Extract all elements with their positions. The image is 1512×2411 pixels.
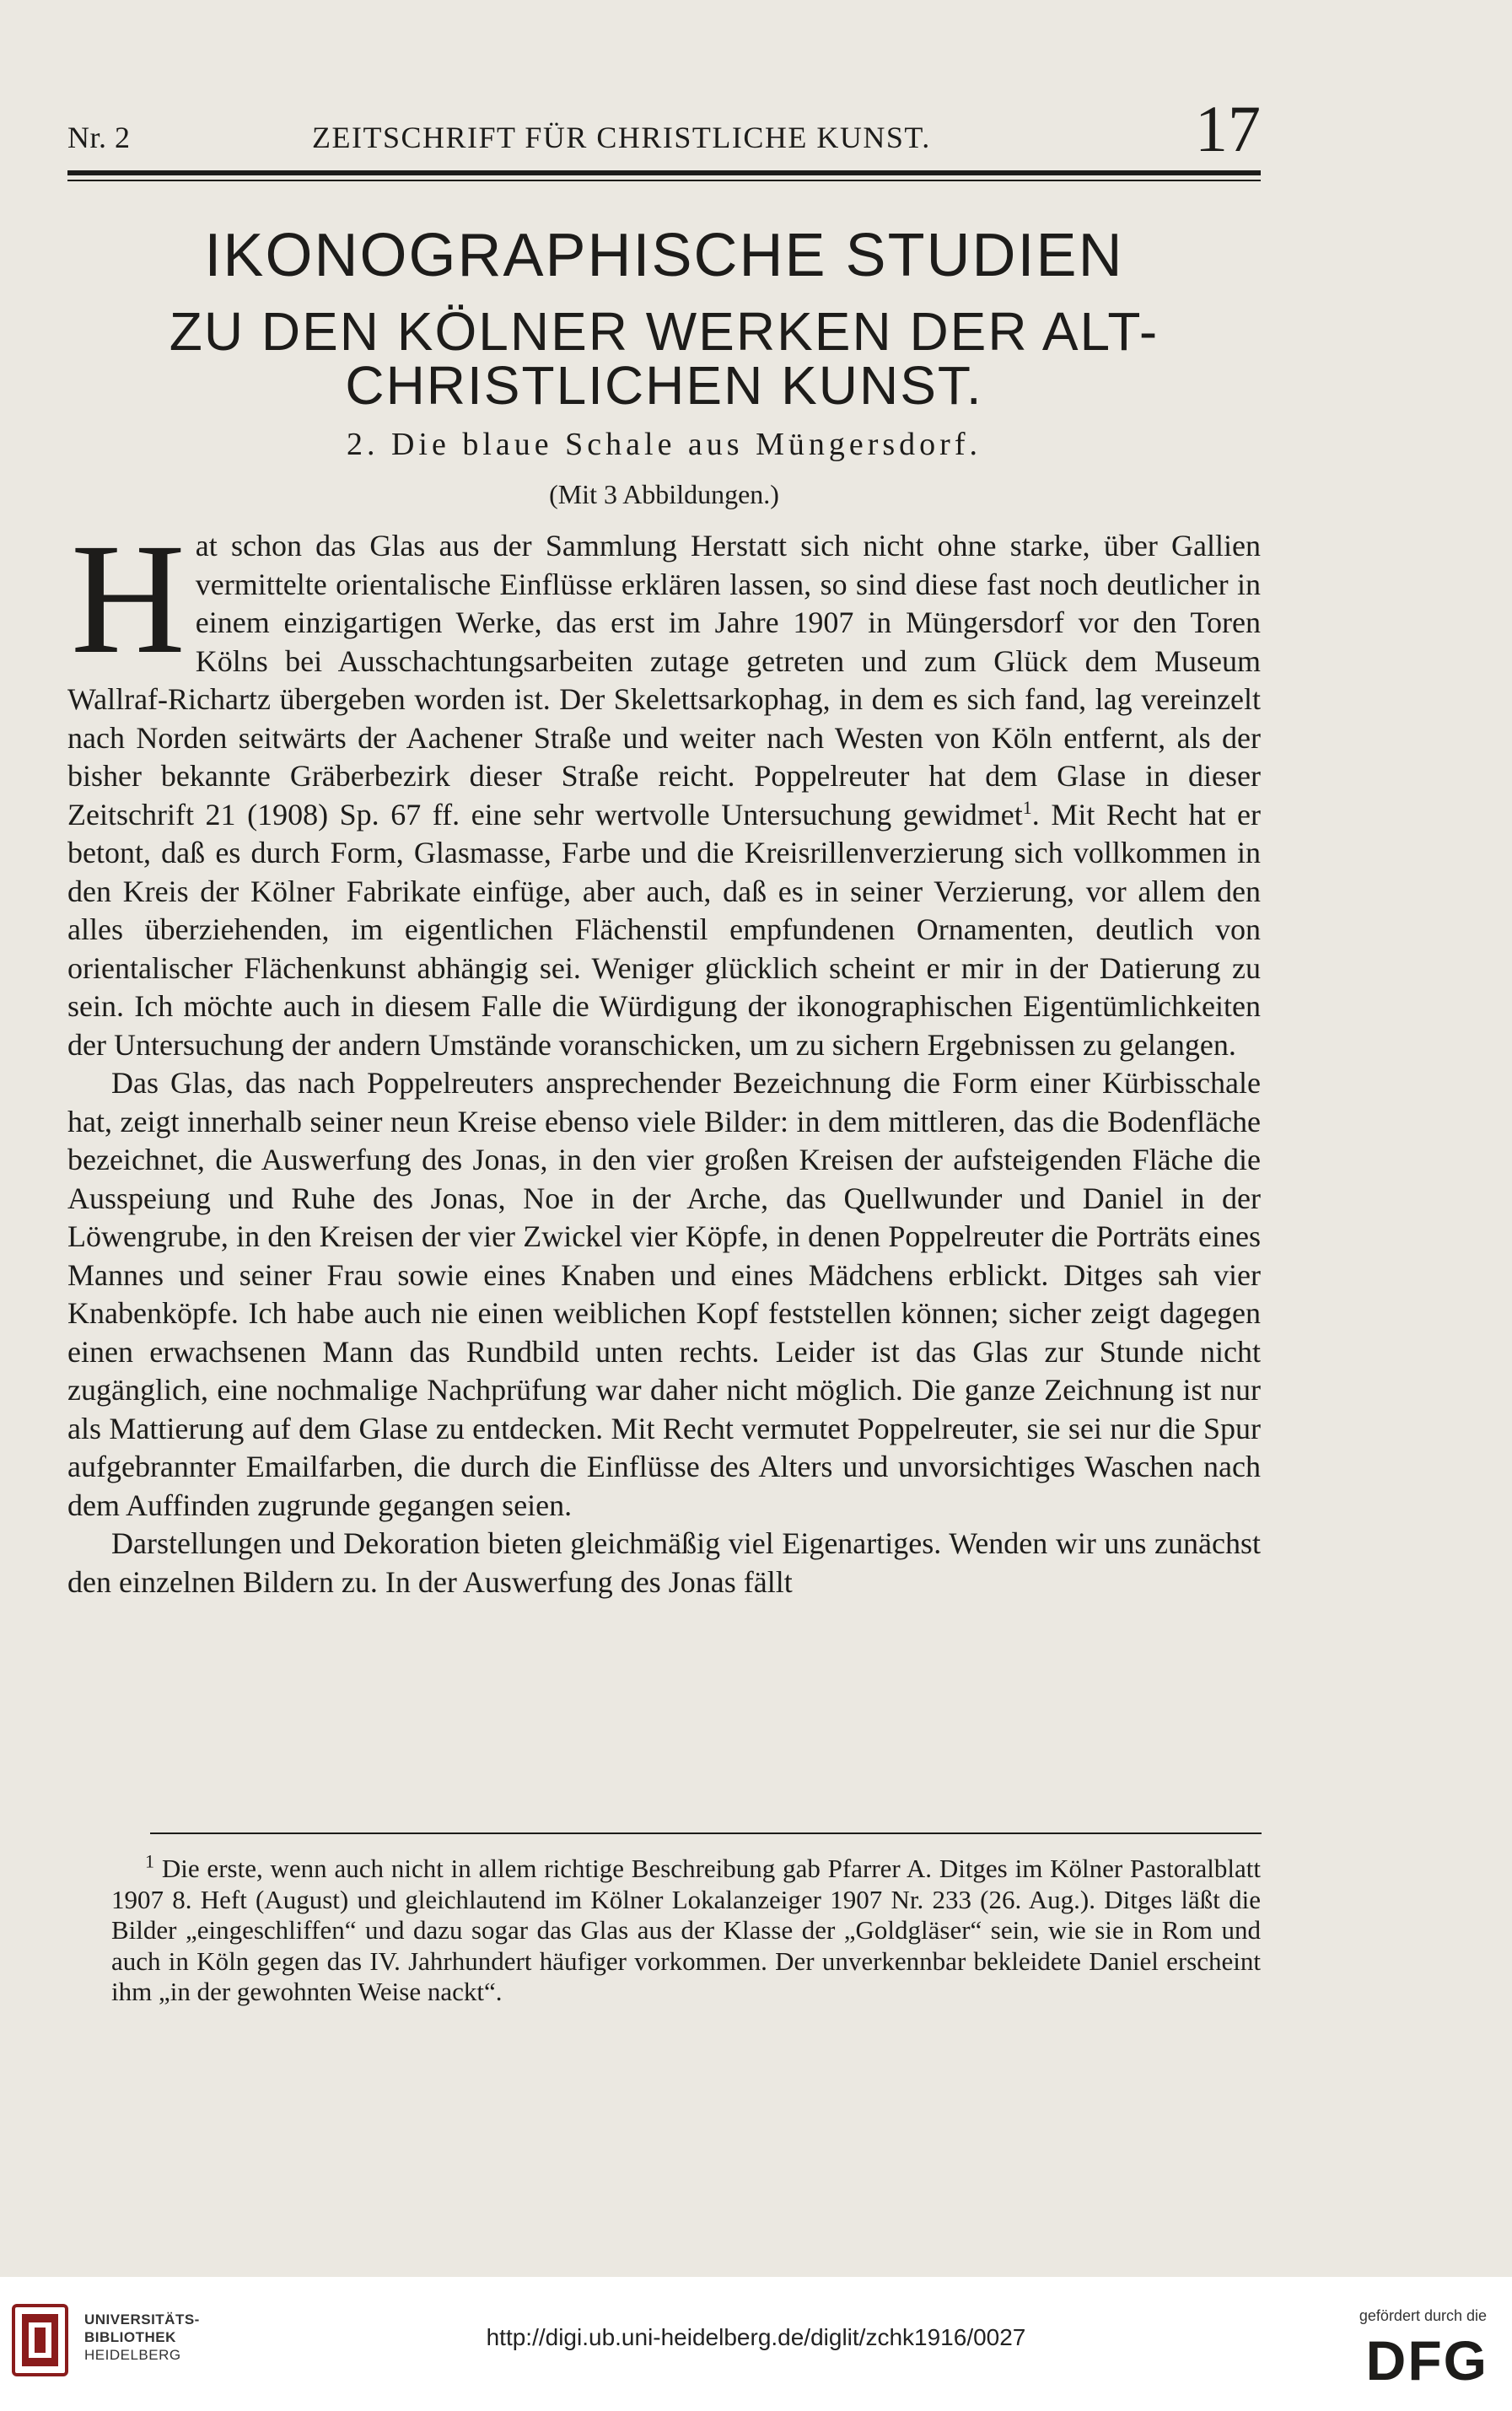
paragraph-1 — [67, 510, 1261, 1064]
paragraph-2: Das Glas, das nach Poppelreuters ansprechender Bezeichnung die Form einer Kürbisschale hat, zeigt innerhalb seiner neun Kreise ebenso viele Bilder: in dem mittleren, das die Bodenfläche bezeichnet, die Auswerfung des Jonas, in den vier großen Kreisen der aufsteigenden Fläche die Ausspeiung und Ruhe des Jonas, Noe in der Arche, das Quellwunder und Daniel in der Löwengrube, in den Kreisen der vier Zwickel vier Köpfe, in denen Poppelreuter die Porträts eines Mannes und seiner Frau sowie eines Knaben und eines Mädchens erblickt. Ditges sah vier Knabenköpfe. Ich habe auch nie einen weiblichen Kopf feststellen können; sicher zeigt dagegen einen erwachsenen Mann das Rundbild unten rechts. Leider ist das Glas zur Stunde nicht zugänglich, eine nochmalige Nachprüfung war daher nicht möglich. Die ganze Zeichnung ist nur als Mattierung auf dem Glase zu entdecken. Mit Recht vermutet Poppelreuter, sie sei nur die Spur aufgebrannter Emailfarben, die durch die Einflüsse des Alters und unvorsichtiges Waschen nach dem Auffinden zugrunde gegangen seien. — [67, 1066, 1261, 1522]
journal-title: ZEITSCHRIFT FÜR CHRISTLICHE KUNST. — [312, 121, 931, 154]
footnote-reference[interactable]: 1 — [1022, 796, 1032, 818]
article-subtitle: 2. Die blaue Schale aus Müngersdorf. — [346, 427, 982, 462]
institution-line1: UNIVERSITÄTS- — [84, 2311, 200, 2328]
footnote-marker: 1 — [145, 1850, 154, 1872]
institution-line3: HEIDELBERG — [84, 2347, 181, 2363]
footnote-text: Die erste, wenn auch nicht in allem richtige Beschreibung gab Pfarrer A. Ditges im Kölner Pastoralblatt 1907 8. Heft (August) und gleichlautend im Kölner Lokalanzeiger 1907 Nr. 233 (26. Aug.). Ditges läßt die Bilder „eingeschliffen“ und dazu sogar das Glas aus der Klasse der „Goldgläser“ sein, wie sie in Rom und auch in Köln gegen das IV. Jahrhundert häufiger vorkommen. Der unverkennbar bekleidete Daniel erscheint ihm „in der gewohnten Weise nackt“. — [111, 1854, 1262, 2006]
paragraph-1-text-b: . Mit Recht hat er betont, daß es durch Form, Glasmasse, Farbe und die Kreisrillenverzierung sich vollkommen in den Kreis der Kölner Fabrikate einfüge, aber auch, daß es in seiner Verzierung, vor allem den alles überziehenden, im eigentlichen Flächenstil empfundenen Ornamenten, deutlich von orientalischer Flächenkunst abhängig sei. Weniger glücklich scheint er mir in der Datierung zu sein. Ich möchte auch in diesem Falle die Würdigung der ikonographischen Eigentümlichkeiten der Untersuchung der andern Umstände voranschicken, um zu sichern Ergebnissen zu gelangen. — [67, 797, 1261, 1062]
footnote — [111, 1850, 1262, 2008]
funder-label: gefördert durch die — [1359, 2307, 1487, 2324]
issue-number: Nr. 2 — [67, 121, 131, 154]
article-title-line2: ZU DEN KÖLNER WERKEN DER ALT- — [169, 301, 1160, 362]
header-rule-thick — [67, 170, 1261, 175]
footnote-paragraph — [111, 1850, 1262, 2008]
page-number: 17 — [1195, 92, 1261, 165]
article-title-line3: CHRISTLICHEN KUNST. — [345, 355, 983, 416]
institution-line2: BIBLIOTHEK — [84, 2329, 176, 2345]
article-title-line1: IKONOGRAPHISCHE STUDIEN — [204, 222, 1124, 289]
figures-note: (Mit 3 Abbildungen.) — [549, 479, 779, 509]
dfg-logo-icon: DFG — [1365, 2329, 1488, 2392]
paragraph-3: Darstellungen und Dekoration bieten gleichmäßig viel Eigenartiges. Wenden wir uns zunächst den einzelnen Bildern zu. In der Auswerfung des Jonas fällt — [67, 1526, 1261, 1599]
running-head — [67, 92, 1261, 170]
footnote-rule — [150, 1832, 1262, 1834]
header-rule-thin — [67, 180, 1261, 181]
drop-cap: H — [71, 510, 186, 686]
paragraph-1-text-a: at schon das Glas aus der Sammlung Herstatt sich nicht ohne starke, über Gallien vermittelte orientalische Einflüsse erklären lassen, so sind diese fast noch deutlicher in einem einzigartigen Werke, das erst im Jahre 1907 in Müngersdorf vor den Toren Kölns bei Ausschachtungsarbeiten zutage getreten und zum Glück dem Museum Wallraf-Richartz übergeben worden ist. Der Skelettsarkophag, in dem es sich fand, lag vereinzelt nach Norden seitwärts der Aachener Straße und weiter nach Westen von Köln entfernt, als der bisher bekannte Gräberbezirk dieser Straße reicht. Poppelreuter hat dem Glase in dieser Zeitschrift 21 (1908) Sp. 67 ff. eine sehr wertvolle Untersuchung gewidmet — [67, 529, 1261, 831]
permalink-url[interactable]: http://digi.ub.uni-heidelberg.de/diglit/zchk1916/0027 — [486, 2324, 1026, 2350]
body-text — [67, 510, 1261, 1601]
